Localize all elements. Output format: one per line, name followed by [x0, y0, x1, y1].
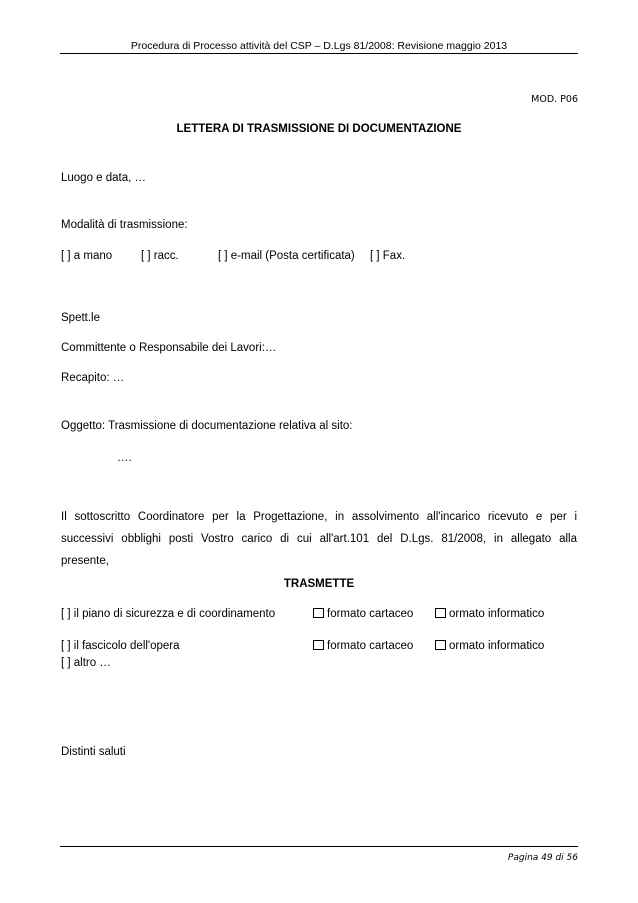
client-field: Committente o Responsabile dei Lavori:… [61, 342, 277, 354]
site-placeholder: …. [117, 452, 132, 464]
option-registered-mail: [ ] racc. [141, 250, 179, 262]
checkbox-icon[interactable] [313, 608, 324, 618]
doc-work-file: [ ] il fascicolo dell'opera [61, 640, 180, 652]
doc-safety-plan-digital[interactable]: ormato informatico [435, 608, 544, 620]
doc-other: [ ] altro … [61, 657, 111, 669]
doc-work-file-digital[interactable]: ormato informatico [435, 640, 544, 652]
doc-safety-plan: [ ] il piano di sicurezza e di coordinamento [61, 608, 276, 620]
doc-safety-plan-paper[interactable]: formato cartaceo [313, 608, 413, 620]
address-field: Recapito: … [61, 372, 125, 384]
option-by-hand: [ ] a mano [61, 250, 113, 262]
body-line: Il sottoscritto Coordinatore per la Progettazione, in assolvimento all'incarico ricevuto e per i [61, 511, 577, 523]
transmission-label: Modalità di trasmissione: [61, 219, 188, 231]
module-code: MOD. P06 [531, 94, 578, 105]
checkbox-icon[interactable] [313, 640, 324, 650]
option-fax: [ ] Fax. [370, 250, 406, 262]
place-date: Luogo e data, … [61, 172, 147, 184]
page-number: Pagina 49 di 56 [507, 853, 578, 863]
header-divider [60, 53, 578, 54]
document-title: LETTERA DI TRASMISSIONE DI DOCUMENTAZIONE [176, 123, 462, 135]
doc-work-file-paper[interactable]: formato cartaceo [313, 640, 413, 652]
closing: Distinti saluti [61, 746, 126, 758]
body-paragraph [61, 506, 577, 572]
page-header: Procedura di Processo attività del CSP – D.Lgs 81/2008: Revisione maggio 2013 [130, 40, 508, 52]
body-line: successivi obblighi posti Vostro carico di cui all'art.101 del D.Lgs. 81/2008, in allegato alla [61, 533, 577, 545]
option-email: [ ] e-mail (Posta certificata) [218, 250, 355, 262]
footer-divider [60, 846, 578, 847]
transmits-heading: TRASMETTE [283, 578, 355, 590]
checkbox-icon[interactable] [435, 640, 446, 650]
subject-line: Oggetto: Trasmissione di documentazione relativa al sito: [61, 420, 353, 432]
checkbox-icon[interactable] [435, 608, 446, 618]
salutation: Spett.le [61, 312, 100, 324]
body-line: presente, [61, 555, 109, 567]
